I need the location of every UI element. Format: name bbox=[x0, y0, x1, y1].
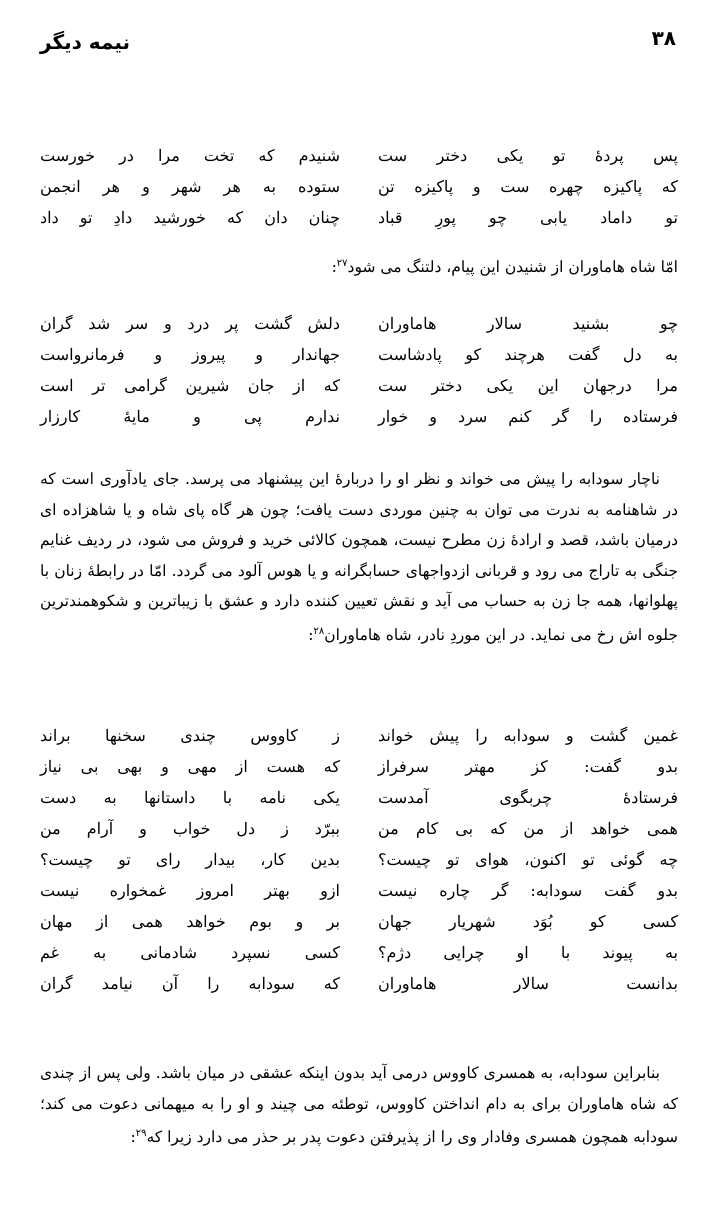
couplet bbox=[40, 171, 678, 202]
first-hemistich: مرا درجهان این یکی دختر ست bbox=[378, 376, 678, 395]
second-hemistich: شنیدم که تخت مرا در خورست bbox=[40, 146, 340, 165]
couplet bbox=[40, 720, 678, 751]
intro-end: : bbox=[331, 258, 337, 277]
first-hemistich: همی خواهد از من که بی کام من bbox=[378, 819, 678, 838]
couplet bbox=[40, 339, 678, 370]
first-hemistich: چو بشنید سالار هاماوران bbox=[378, 314, 678, 333]
verse-block-3 bbox=[40, 720, 678, 999]
couplet bbox=[40, 751, 678, 782]
page-number: ۳۸ bbox=[651, 26, 676, 50]
paragraph-2 bbox=[40, 1058, 678, 1153]
paragraph-end: : bbox=[130, 1128, 136, 1147]
second-hemistich: کسی نسپرد شادمانی به غم bbox=[40, 943, 340, 962]
paragraph-text: ناچار سودابه را پیش می خواند و نظر او را دربارهٔ این پیشنهاد می پرسد. جای یادآوری است که در شاهنامه به ندرت می توان به چنین موردی دست یافت؛ چون هر گاه پای شاه و یا شاهزاده ای درمیان باشد، قصد و ارادهٔ زن مطرح نیست، همچون کالائی خرید و فروش می شود، در ردیف غنایم جنگی به تاراج می رود و قربانی ازدواجهای حسابگرانه و یا هوس آلود می گردد. امّا در رابطهٔ زنان با پهلوانها، همه جا زن به حساب می آید و نقش تعیین کننده دارد و عشق با زیباترین و شکوهمندترین جلوه اش رخ می نماید. در این موردِ نادر، شاه هاماوران bbox=[40, 470, 678, 644]
second-hemistich: که سودابه را آن نیامد گران bbox=[40, 974, 340, 993]
paragraph-text: بنابراین سودابه، به همسری کاووس درمی آید بدون اینکه عشقی در میان باشد. ولی پس از چندی که شاه هاماوران برای به دام انداختن کاووس، توطئه می چیند و او را به میهمانی دعوت می کند؛ سودابه همچون همسری وفادار وی را از پذیرفتن دعوت پدر بر حذر می دارد زیرا که bbox=[40, 1064, 678, 1147]
first-hemistich: به پیوند با او چرایی دژم؟ bbox=[378, 943, 678, 962]
first-hemistich: به دل گفت هرچند کو پادشاست bbox=[378, 345, 678, 364]
second-hemistich: ز کاووس چندی سخنها براند bbox=[40, 726, 340, 745]
second-hemistich: که از جان شیرین گرامی تر است bbox=[40, 376, 340, 395]
couplet bbox=[40, 308, 678, 339]
intro-text: امّا شاه هاماوران از شنیدن این پیام، دلتنگ می شود bbox=[347, 258, 678, 277]
footnote-ref[interactable]: ۲۹ bbox=[135, 1128, 147, 1139]
footnote-ref[interactable]: ۲۸ bbox=[313, 625, 325, 637]
second-hemistich: ستوده به هر شهر و هر انجمن bbox=[40, 177, 340, 196]
footnote-ref[interactable]: ۲۷ bbox=[336, 258, 348, 269]
couplet bbox=[40, 875, 678, 906]
couplet bbox=[40, 782, 678, 813]
first-hemistich: چه گوئی تو اکنون، هوای تو چیست؟ bbox=[378, 850, 678, 869]
first-hemistich: بدانست سالار هاماوران bbox=[378, 974, 678, 993]
couplet bbox=[40, 906, 678, 937]
first-hemistich: پس پردهٔ تو یکی دختر ست bbox=[378, 146, 678, 165]
paragraph-end: : bbox=[308, 625, 314, 644]
second-hemistich: جهاندار و پیروز و فرمانرواست bbox=[40, 345, 340, 364]
second-hemistich: ببرّد ز دل خواب و آرام من bbox=[40, 819, 340, 838]
second-hemistich: چنان دان که خورشید دادِ تو داد bbox=[40, 208, 340, 227]
first-hemistich: بدو گفت سودابه: گر چاره نیست bbox=[378, 881, 678, 900]
couplet bbox=[40, 401, 678, 432]
first-hemistich: تو داماد یابی چو پورِ قباد bbox=[378, 208, 678, 227]
couplet bbox=[40, 937, 678, 968]
first-hemistich: بدو گفت: کز مهتر سرفراز bbox=[378, 757, 678, 776]
second-hemistich: دلش گشت پر درد و سر شد گران bbox=[40, 314, 340, 333]
couplet bbox=[40, 202, 678, 233]
second-hemistich: یکی نامه با داستانها به دست bbox=[40, 788, 340, 807]
couplet bbox=[40, 140, 678, 171]
first-hemistich: فرستاده را گر کنم سرد و خوار bbox=[378, 407, 678, 426]
second-hemistich: ندارم پی و مایهٔ کارزار bbox=[40, 407, 340, 426]
second-hemistich: بدین کار، بیدار رای تو چیست؟ bbox=[40, 850, 340, 869]
paragraph-1 bbox=[40, 464, 678, 650]
second-hemistich: که هست از مهی و بهی بی نیاز bbox=[40, 757, 340, 776]
second-hemistich: بر و بوم خواهد همی از مهان bbox=[40, 912, 340, 931]
first-hemistich: فرستادهٔ چربگوی آمدست bbox=[378, 788, 678, 807]
first-hemistich: که پاکیزه چهره ست و پاکیزه تن bbox=[378, 177, 678, 196]
first-hemistich: کسی کو بُوَد شهریار جهان bbox=[378, 912, 678, 931]
verse-block-2 bbox=[40, 308, 678, 432]
verse-block-1 bbox=[40, 140, 678, 233]
couplet bbox=[40, 813, 678, 844]
first-hemistich: غمین گشت و سودابه را پیش خواند bbox=[378, 726, 678, 745]
running-title: نیمه دیگر bbox=[40, 30, 131, 54]
intro-line-1 bbox=[332, 258, 678, 276]
couplet bbox=[40, 844, 678, 875]
couplet bbox=[40, 370, 678, 401]
couplet bbox=[40, 968, 678, 999]
second-hemistich: ازو بهتر امروز غمخواره نیست bbox=[40, 881, 340, 900]
